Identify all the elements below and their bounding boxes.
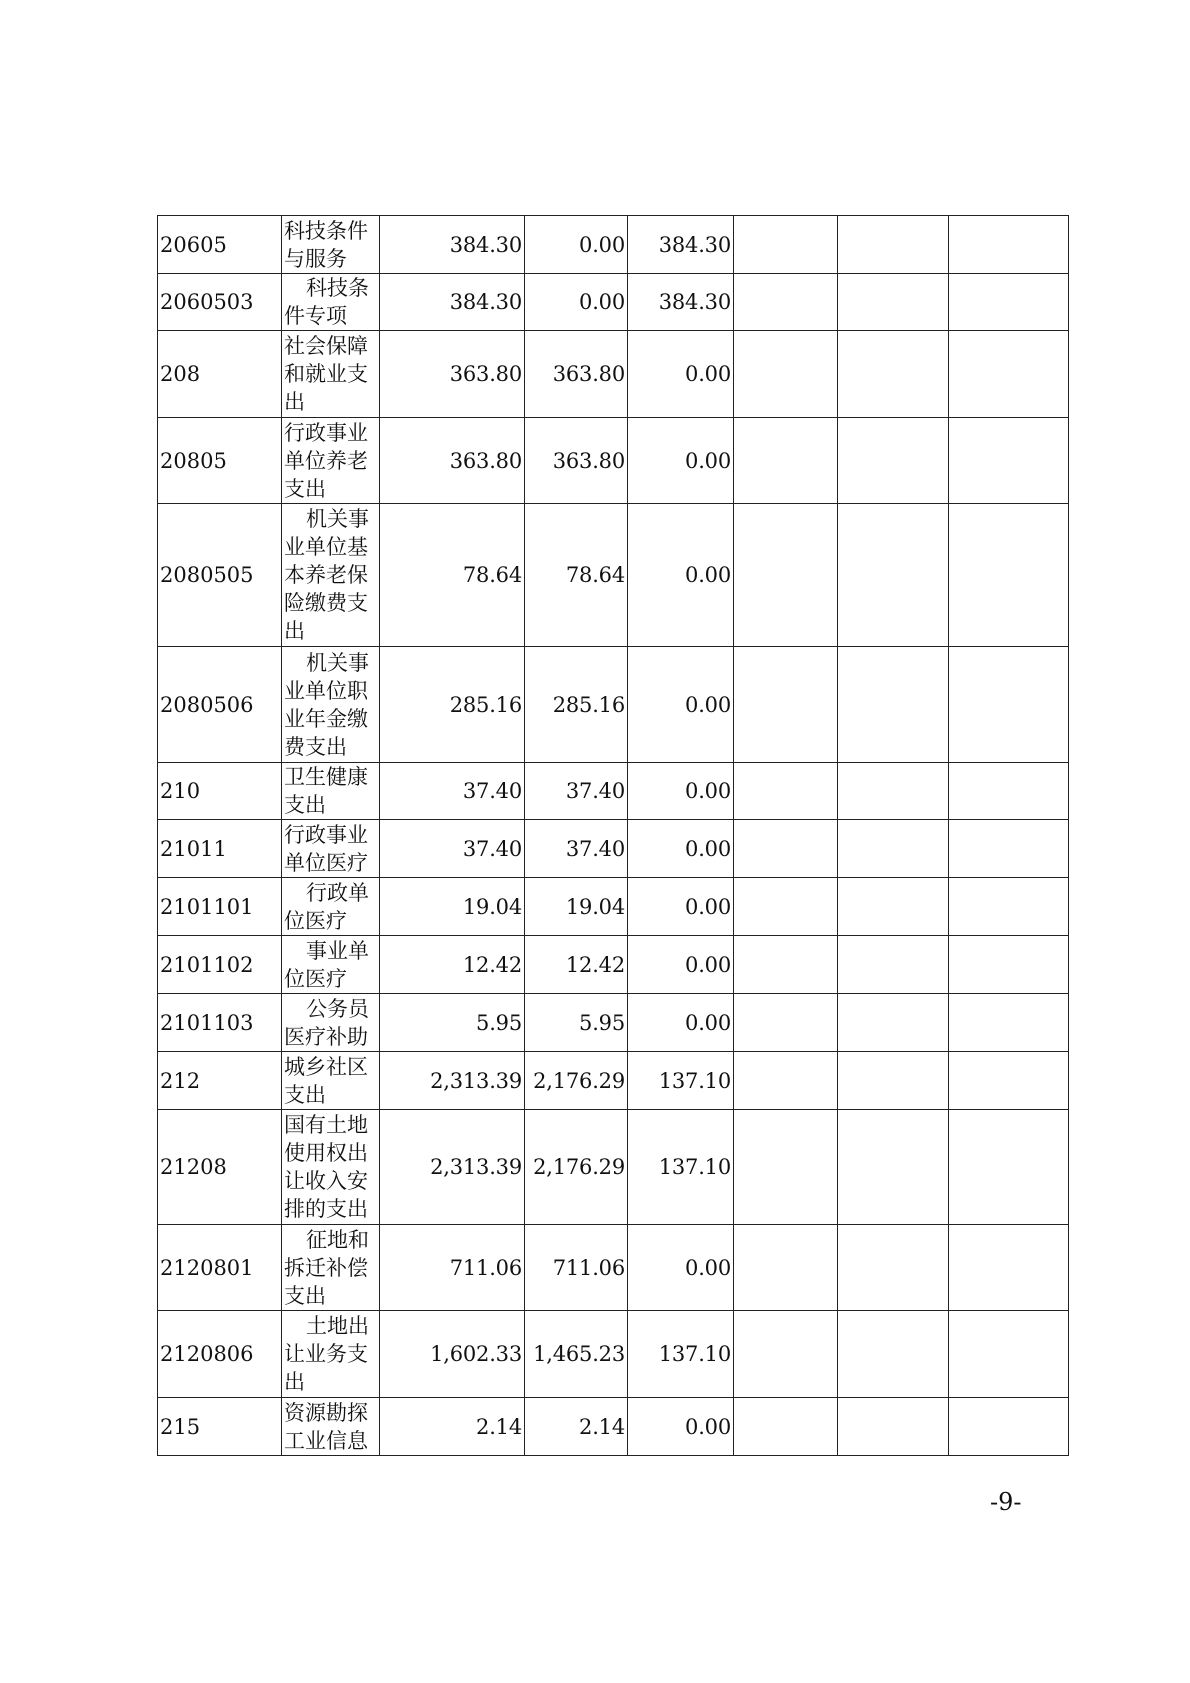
project-cell: 384.30	[628, 216, 734, 274]
table-row	[158, 1398, 1069, 1456]
basic-cell: 1,465.23	[525, 1311, 628, 1398]
empty-cell	[838, 820, 949, 878]
code-cell: 20805	[158, 418, 282, 504]
project-cell: 0.00	[628, 820, 734, 878]
empty-cell	[949, 878, 1069, 936]
table-row	[158, 820, 1069, 878]
code-cell: 2120801	[158, 1225, 282, 1311]
budget-table	[157, 215, 1069, 1456]
name-cell: 机关事业单位基本养老保险缴费支出	[282, 504, 380, 647]
table-row	[158, 274, 1069, 331]
name-cell: 卫生健康支出	[282, 763, 380, 820]
name-cell: 土地出让业务支出	[282, 1311, 380, 1398]
empty-cell	[949, 647, 1069, 763]
empty-cell	[838, 274, 949, 331]
code-cell: 212	[158, 1052, 282, 1110]
code-cell: 2080505	[158, 504, 282, 647]
total-cell: 78.64	[380, 504, 525, 647]
total-cell: 5.95	[380, 994, 525, 1052]
code-cell: 2080506	[158, 647, 282, 763]
basic-cell: 0.00	[525, 274, 628, 331]
table-row	[158, 1225, 1069, 1311]
name-cell: 征地和拆迁补偿支出	[282, 1225, 380, 1311]
empty-cell	[734, 820, 838, 878]
total-cell: 37.40	[380, 763, 525, 820]
project-cell: 0.00	[628, 1225, 734, 1311]
code-cell: 20605	[158, 216, 282, 274]
empty-cell	[949, 1052, 1069, 1110]
project-cell: 0.00	[628, 504, 734, 647]
empty-cell	[838, 331, 949, 418]
empty-cell	[734, 763, 838, 820]
empty-cell	[838, 216, 949, 274]
total-cell: 12.42	[380, 936, 525, 994]
code-cell: 210	[158, 763, 282, 820]
name-cell: 社会保障和就业支出	[282, 331, 380, 418]
project-cell: 0.00	[628, 647, 734, 763]
name-cell: 行政事业单位养老支出	[282, 418, 380, 504]
empty-cell	[949, 1110, 1069, 1225]
code-cell: 21011	[158, 820, 282, 878]
total-cell: 285.16	[380, 647, 525, 763]
basic-cell: 711.06	[525, 1225, 628, 1311]
total-cell: 19.04	[380, 878, 525, 936]
basic-cell: 2.14	[525, 1398, 628, 1456]
basic-cell: 2,176.29	[525, 1052, 628, 1110]
table-row	[158, 1052, 1069, 1110]
project-cell: 384.30	[628, 274, 734, 331]
empty-cell	[949, 763, 1069, 820]
empty-cell	[949, 994, 1069, 1052]
name-cell: 科技条件与服务	[282, 216, 380, 274]
code-cell: 2120806	[158, 1311, 282, 1398]
project-cell: 0.00	[628, 994, 734, 1052]
empty-cell	[838, 994, 949, 1052]
code-cell: 2101103	[158, 994, 282, 1052]
table-row	[158, 331, 1069, 418]
empty-cell	[734, 1398, 838, 1456]
empty-cell	[949, 418, 1069, 504]
code-cell: 2101102	[158, 936, 282, 994]
empty-cell	[838, 1398, 949, 1456]
empty-cell	[838, 647, 949, 763]
total-cell: 363.80	[380, 418, 525, 504]
project-cell: 0.00	[628, 418, 734, 504]
code-cell: 215	[158, 1398, 282, 1456]
name-cell: 事业单位医疗	[282, 936, 380, 994]
empty-cell	[838, 418, 949, 504]
empty-cell	[734, 878, 838, 936]
empty-cell	[838, 504, 949, 647]
basic-cell: 285.16	[525, 647, 628, 763]
project-cell: 0.00	[628, 1398, 734, 1456]
empty-cell	[734, 1110, 838, 1225]
project-cell: 137.10	[628, 1110, 734, 1225]
empty-cell	[734, 504, 838, 647]
code-cell: 2101101	[158, 878, 282, 936]
empty-cell	[734, 936, 838, 994]
name-cell: 机关事业单位职业年金缴费支出	[282, 647, 380, 763]
name-cell: 行政单位医疗	[282, 878, 380, 936]
empty-cell	[949, 1225, 1069, 1311]
empty-cell	[949, 331, 1069, 418]
table-row	[158, 936, 1069, 994]
page-number: -9-	[990, 1488, 1022, 1516]
basic-cell: 78.64	[525, 504, 628, 647]
empty-cell	[838, 1052, 949, 1110]
table-row	[158, 216, 1069, 274]
basic-cell: 37.40	[525, 763, 628, 820]
table-row	[158, 1311, 1069, 1398]
total-cell: 2,313.39	[380, 1110, 525, 1225]
name-cell: 公务员医疗补助	[282, 994, 380, 1052]
name-cell: 国有土地使用权出让收入安排的支出	[282, 1110, 380, 1225]
table-row	[158, 647, 1069, 763]
basic-cell: 19.04	[525, 878, 628, 936]
basic-cell: 363.80	[525, 331, 628, 418]
total-cell: 37.40	[380, 820, 525, 878]
table-row	[158, 763, 1069, 820]
basic-cell: 363.80	[525, 418, 628, 504]
empty-cell	[734, 1311, 838, 1398]
empty-cell	[949, 1311, 1069, 1398]
empty-cell	[838, 763, 949, 820]
project-cell: 0.00	[628, 878, 734, 936]
table-body	[158, 216, 1069, 1456]
basic-cell: 5.95	[525, 994, 628, 1052]
name-cell: 行政事业单位医疗	[282, 820, 380, 878]
name-cell: 资源勘探工业信息	[282, 1398, 380, 1456]
table-row	[158, 418, 1069, 504]
empty-cell	[734, 1225, 838, 1311]
empty-cell	[734, 647, 838, 763]
empty-cell	[734, 331, 838, 418]
empty-cell	[734, 1052, 838, 1110]
name-cell: 科技条件专项	[282, 274, 380, 331]
empty-cell	[838, 1110, 949, 1225]
basic-cell: 12.42	[525, 936, 628, 994]
table-row	[158, 1110, 1069, 1225]
empty-cell	[838, 1311, 949, 1398]
total-cell: 2.14	[380, 1398, 525, 1456]
table-row	[158, 878, 1069, 936]
total-cell: 1,602.33	[380, 1311, 525, 1398]
basic-cell: 0.00	[525, 216, 628, 274]
empty-cell	[838, 878, 949, 936]
empty-cell	[734, 274, 838, 331]
project-cell: 0.00	[628, 331, 734, 418]
project-cell: 0.00	[628, 936, 734, 994]
empty-cell	[949, 504, 1069, 647]
code-cell: 208	[158, 331, 282, 418]
total-cell: 711.06	[380, 1225, 525, 1311]
total-cell: 384.30	[380, 274, 525, 331]
project-cell: 137.10	[628, 1052, 734, 1110]
table-row	[158, 994, 1069, 1052]
table-row	[158, 504, 1069, 647]
empty-cell	[734, 216, 838, 274]
empty-cell	[949, 216, 1069, 274]
empty-cell	[838, 1225, 949, 1311]
total-cell: 363.80	[380, 331, 525, 418]
project-cell: 0.00	[628, 763, 734, 820]
empty-cell	[949, 274, 1069, 331]
name-cell: 城乡社区支出	[282, 1052, 380, 1110]
basic-cell: 2,176.29	[525, 1110, 628, 1225]
empty-cell	[949, 820, 1069, 878]
total-cell: 384.30	[380, 216, 525, 274]
total-cell: 2,313.39	[380, 1052, 525, 1110]
empty-cell	[949, 1398, 1069, 1456]
empty-cell	[734, 418, 838, 504]
empty-cell	[949, 936, 1069, 994]
empty-cell	[734, 994, 838, 1052]
code-cell: 21208	[158, 1110, 282, 1225]
empty-cell	[838, 936, 949, 994]
basic-cell: 37.40	[525, 820, 628, 878]
project-cell: 137.10	[628, 1311, 734, 1398]
code-cell: 2060503	[158, 274, 282, 331]
